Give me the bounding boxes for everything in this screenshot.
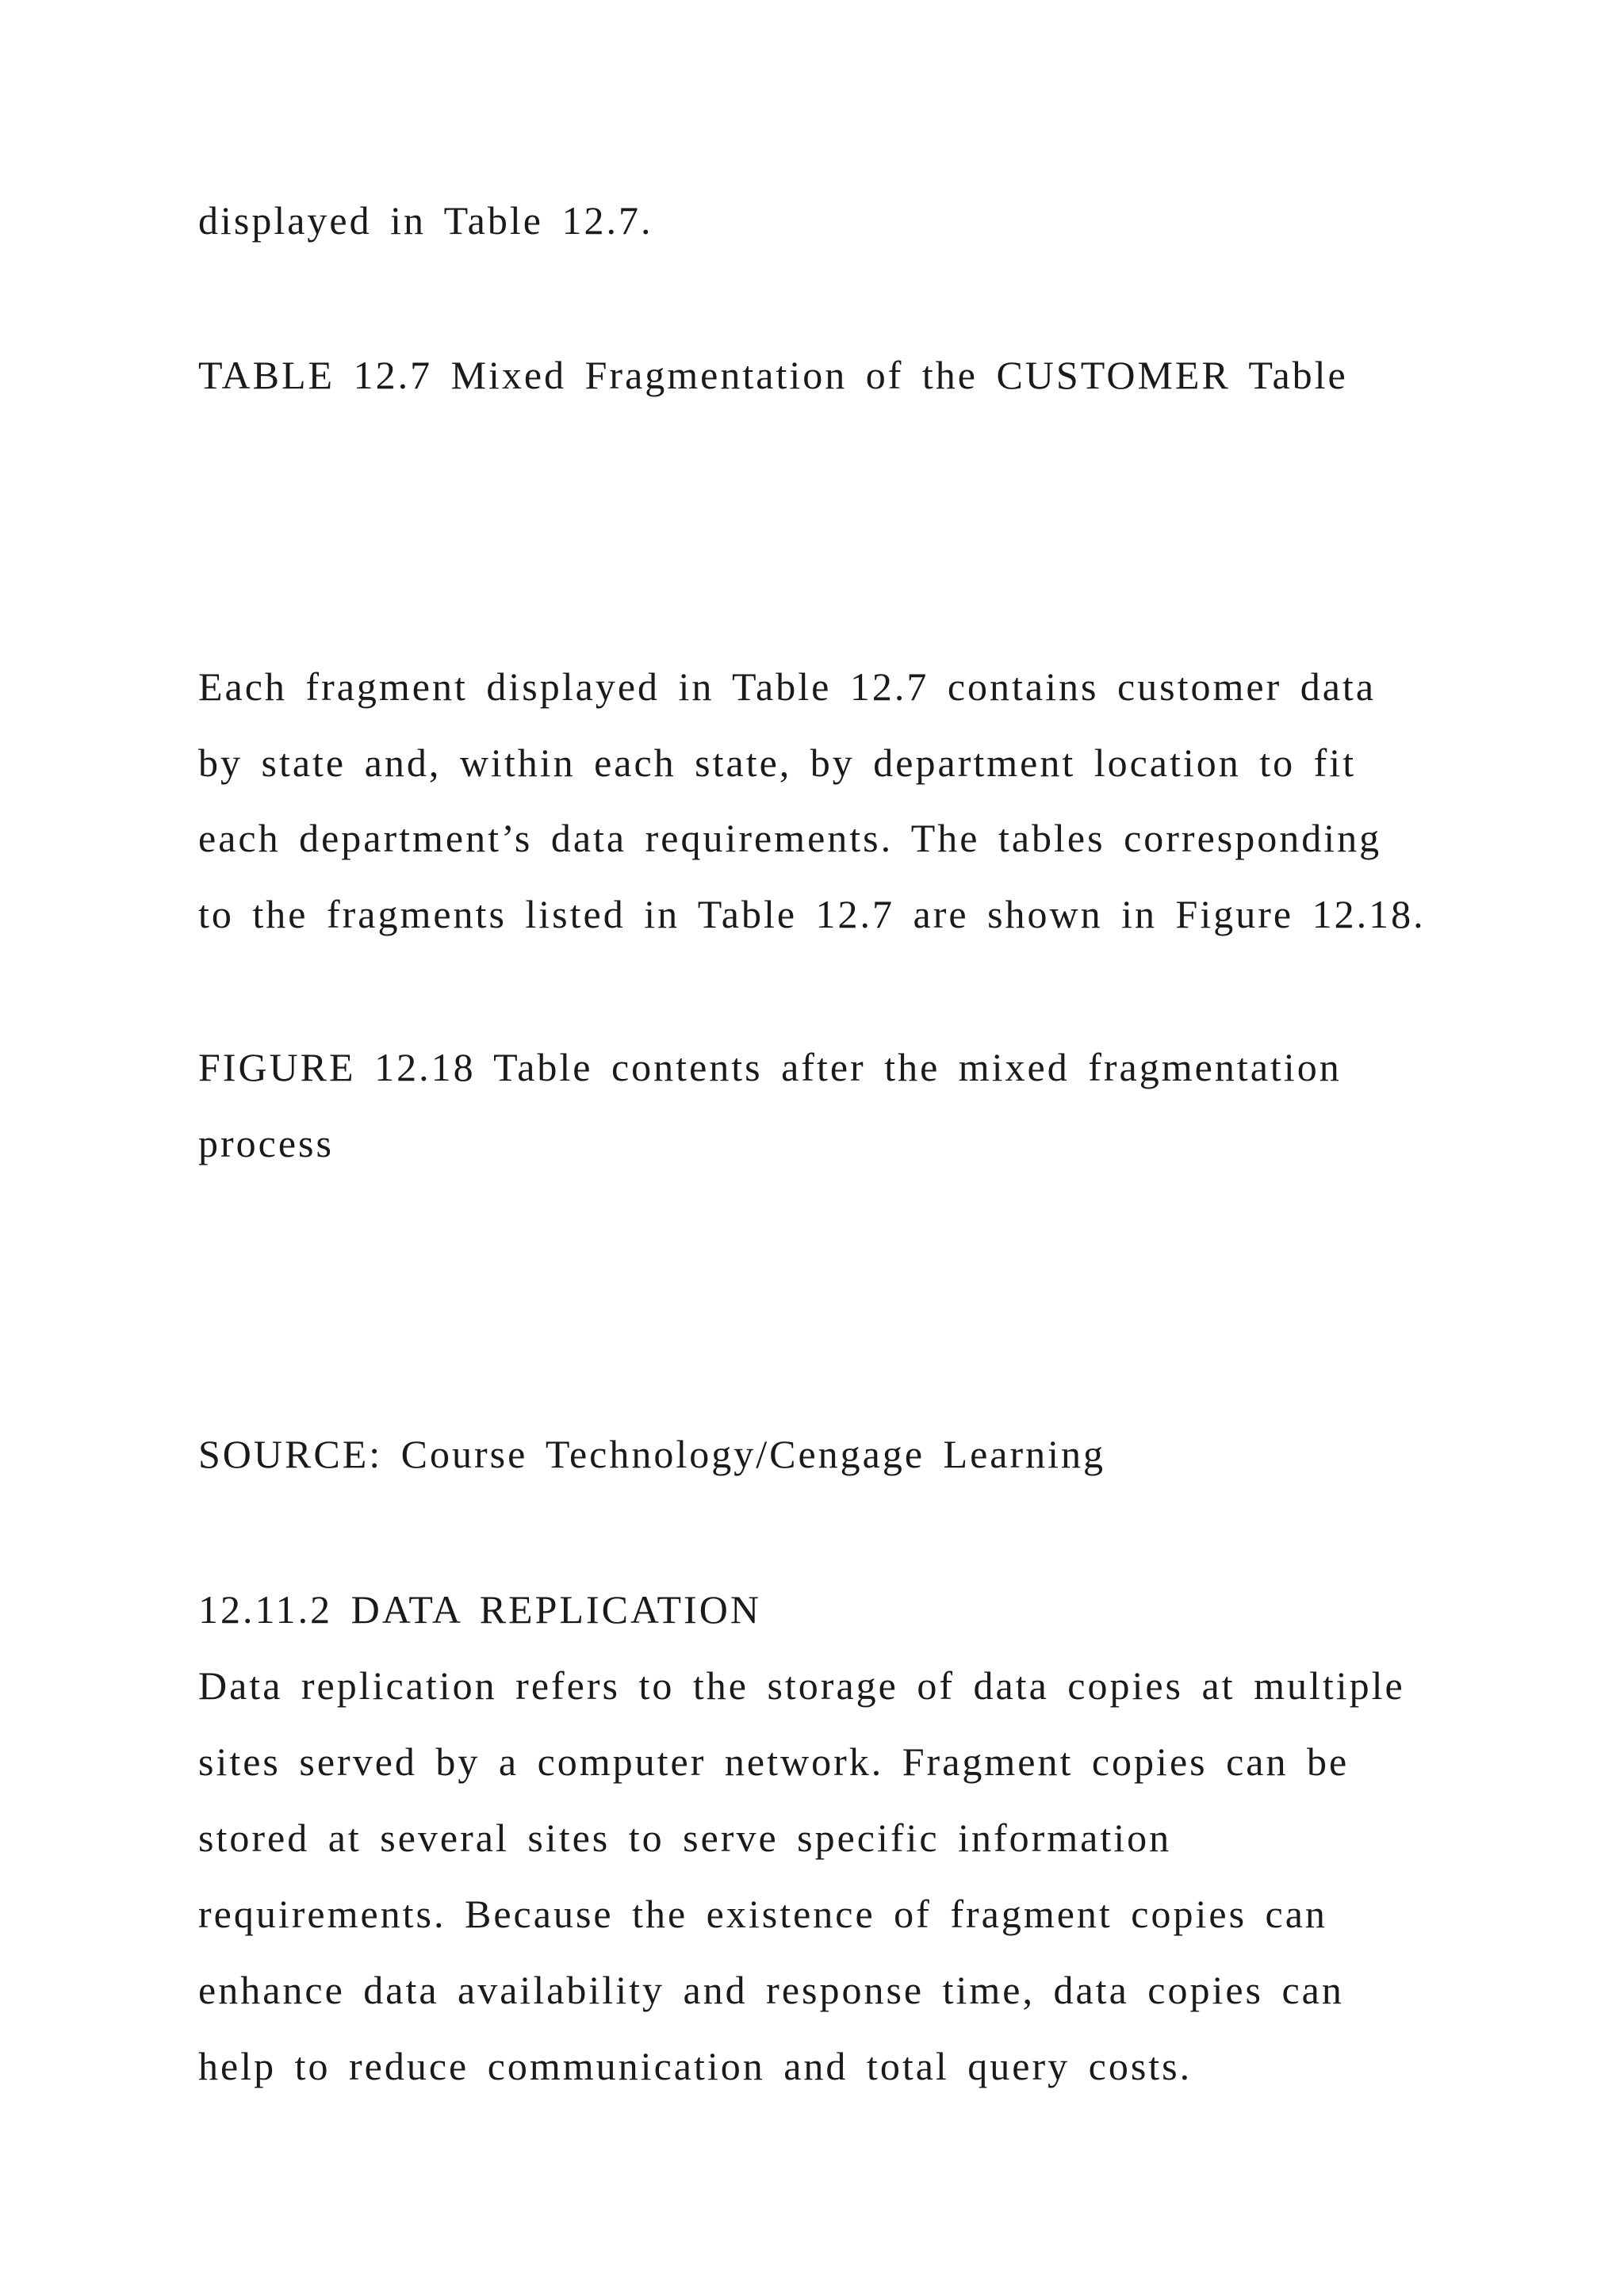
figure-caption-line-1: FIGURE 12.18 Table contents after the mixed fragmentation	[198, 1045, 1342, 1089]
paragraph-2-line-1: Data replication refers to the storage of data copies at multiple	[198, 1663, 1405, 1708]
figure-caption-line-2: process	[198, 1121, 334, 1165]
figure-source: SOURCE: Course Technology/Cengage Learning	[198, 1432, 1106, 1476]
paragraph-1-line-4: to the fragments listed in Table 12.7 are shown in Figure 12.18.	[198, 892, 1426, 936]
intro-line: displayed in Table 12.7.	[198, 198, 653, 243]
section-heading: 12.11.2 DATA REPLICATION	[198, 1587, 761, 1632]
paragraph-2-line-3: stored at several sites to serve specific information	[198, 1816, 1172, 1860]
paragraph-1-line-2: by state and, within each state, by department location to fit	[198, 740, 1357, 785]
paragraph-2-line-4: requirements. Because the existence of fragment copies can	[198, 1892, 1327, 1936]
paragraph-2-line-2: sites served by a computer network. Fragment copies can be	[198, 1739, 1350, 1784]
paragraph-2-line-6: help to reduce communication and total query costs.	[198, 2044, 1193, 2088]
table-caption: TABLE 12.7 Mixed Fragmentation of the CUSTOMER Table	[198, 353, 1348, 397]
paragraph-2-line-5: enhance data availability and response time, data copies can	[198, 1968, 1344, 2012]
paragraph-1-line-1: Each fragment displayed in Table 12.7 contains customer data	[198, 664, 1377, 709]
paragraph-1-line-3: each department’s data requirements. The tables corresponding	[198, 816, 1382, 860]
